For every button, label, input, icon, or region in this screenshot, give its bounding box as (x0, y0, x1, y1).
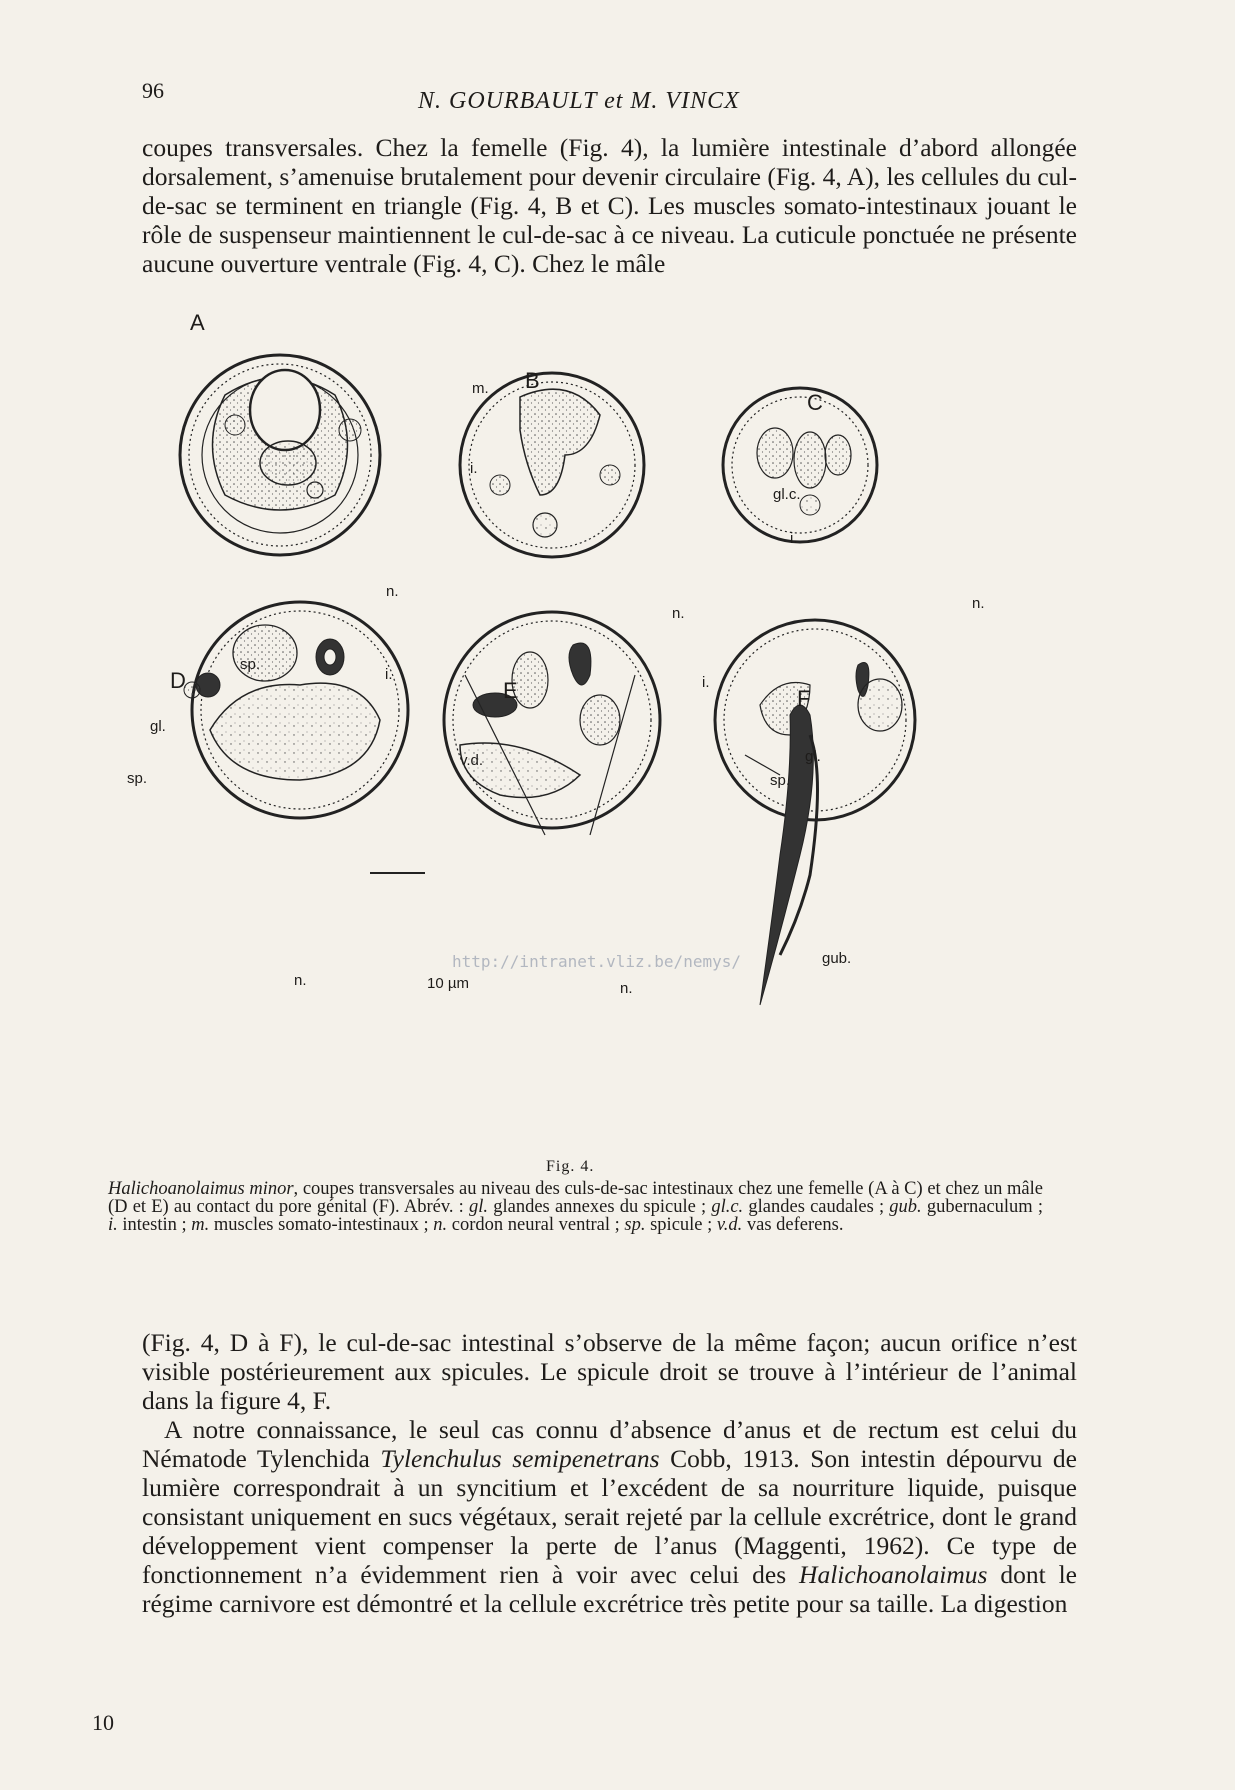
panel-f (715, 620, 915, 1005)
panel-label-b: B (525, 368, 540, 393)
watermark-url: http://intranet.vliz.be/nemys/ (452, 952, 741, 971)
figure-drawing (120, 335, 1080, 1165)
label-n-b: n. (672, 605, 685, 622)
caption-text: muscles somato-intestinaux ; (209, 1215, 434, 1235)
caption-text: glandes annexes du spicule ; (488, 1197, 712, 1217)
species-name: Halichoanolaimus (799, 1560, 988, 1589)
panel-label-d: D (170, 668, 186, 693)
body-text-top (142, 133, 1077, 278)
panel-label-c: C (807, 390, 823, 415)
label-gl-d: gl. (150, 718, 166, 735)
label-vd: v.d. (460, 752, 484, 769)
label-m: m. (472, 380, 489, 397)
label-n-e: n. (620, 980, 633, 997)
page-number: 96 (142, 78, 164, 103)
paragraph-text: A notre connaissance, le seul cas connu d’absence d’anus et de rectum est celui du Nématode Tylenchida (142, 1415, 1077, 1473)
caption-text: spicule ; (645, 1215, 717, 1235)
caption-species: Halichoanolaimus minor (108, 1179, 294, 1199)
panel-label-a: A (190, 310, 205, 335)
label-n-d: n. (294, 972, 307, 989)
species-name: Tylenchulus semipenetrans (380, 1444, 660, 1473)
label-glc: gl.c. (773, 486, 801, 503)
caption-abbr: sp. (624, 1215, 646, 1235)
label-i-a: i. (470, 460, 478, 477)
caption-text: intestin ; (117, 1215, 192, 1235)
panel-d (184, 602, 408, 818)
body-text-bottom (142, 1328, 1077, 1618)
caption-abbr: gl.c. (711, 1197, 744, 1217)
caption-text: vas deferens. (742, 1215, 844, 1235)
paragraph (142, 1415, 1077, 1618)
panel-label-f: F (797, 686, 811, 711)
panel-c (723, 388, 877, 542)
panel-a (180, 355, 380, 555)
caption-abbr: v.d. (716, 1215, 743, 1235)
panel-e (444, 612, 660, 835)
caption-abbr: n. (433, 1215, 448, 1235)
scale-bar-label: 10 µm (427, 975, 469, 992)
label-sp-d-top: sp. (240, 656, 261, 673)
caption-text: glandes caudales ; (743, 1197, 890, 1217)
label-i-c: i. (790, 530, 798, 547)
paragraph-text: Cobb, 1913. Son intestin dépourvu de lumière correspondrait à un syncitium et l’excédent de sa nourriture liquide, puisque consistant uniquement en sucs végétaux, serait rejeté par la cellule excrétrice, dont le grand développement vient compenser la perte de l’anus (Maggenti, 1962). Ce type de fonctionnement n’a évidemment rien à voir avec celui des (142, 1444, 1078, 1589)
label-i-e: i. (702, 674, 710, 691)
caption-text: gubernaculum ; (921, 1197, 1044, 1217)
caption-abbr: gl. (469, 1197, 489, 1217)
caption-abbr: i. (108, 1215, 118, 1235)
caption-text: , coupes transversales au niveau des culs-de-sac intestinaux chez une femelle (A à C) et chez un mâle (D et E) au contact du pore génital (F). Abrév. : (108, 1179, 1043, 1217)
signature-number: 10 (92, 1710, 114, 1735)
caption-abbr: m. (191, 1215, 210, 1235)
paragraph: (Fig. 4, D à F), le cul-de-sac intestinal s’observe de la même façon; aucun orifice n’est visible postérieurement aux spicules. Le spicule droit se trouve à l’intérieur de l’animal dans la figure 4, F. (142, 1328, 1077, 1415)
label-gl-f: gl. (805, 748, 821, 765)
paragraph: coupes transversales. Chez la femelle (Fig. 4), la lumière intestinale d’abord allongée dorsalement, s’amenuise brutalement pour devenir circulaire (Fig. 4, A), les cellules du cul-de-sac se terminent en triangle (Fig. 4, B et C). Les muscles somato-intestinaux jouant le rôle de suspenseur maintiennent le cul-de-sac à ce niveau. La cuticule ponctuée ne présente aucune ouverture ventrale (Fig. 4, C). Chez le mâle (142, 133, 1077, 278)
caption-text: cordon neural ventral ; (447, 1215, 625, 1235)
caption-abbr: gub. (889, 1197, 922, 1217)
figure-caption (108, 1180, 1043, 1234)
label-n-a: n. (386, 583, 399, 600)
paragraph-text: dont le régime carnivore est démontré et la cellule excrétrice très petite pour sa taille. La digestion (142, 1560, 1077, 1618)
figure-4 (120, 335, 1080, 1165)
label-gub: gub. (822, 950, 852, 967)
label-n-c: n. (972, 595, 985, 612)
label-sp-d: sp. (127, 770, 148, 787)
label-i-d: i. (385, 666, 393, 683)
figure-label: Fig. 4. (546, 1158, 595, 1175)
panel-label-e: E (503, 678, 518, 703)
running-head: N. GOURBAULT et M. VINCX (418, 88, 740, 114)
label-sp-f: sp. (770, 772, 791, 789)
panel-b (460, 373, 644, 557)
